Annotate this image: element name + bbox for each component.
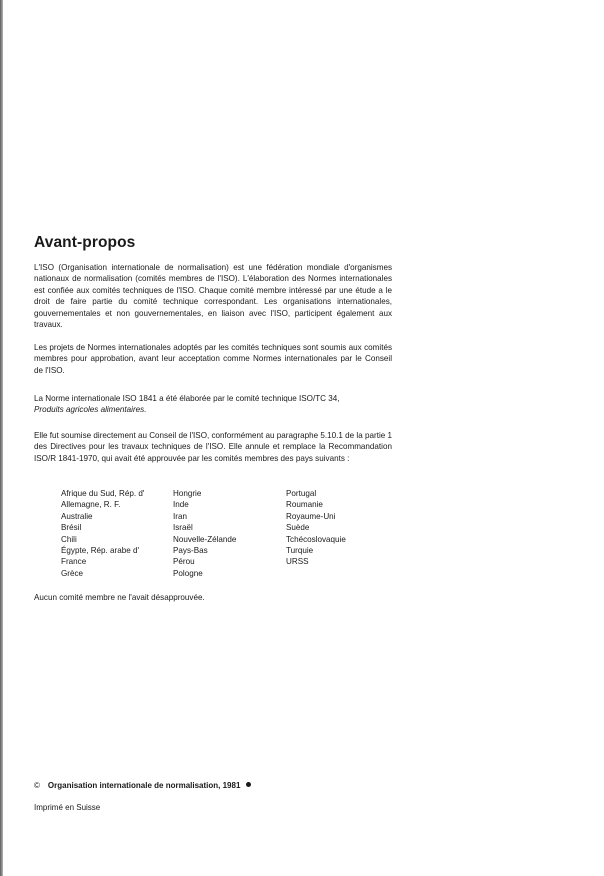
norm-text: La Norme internationale ISO 1841 a été élaborée par le comité technique ISO/TC 34, — [34, 394, 340, 403]
country-item: Pays-Bas — [173, 545, 208, 555]
country-item: Chili — [61, 534, 77, 544]
paragraph-norm-1841 — [34, 393, 392, 416]
printed-in-note: Imprimé en Suisse — [34, 803, 101, 812]
country-item: Grèce — [61, 568, 84, 578]
country-item: Turquie — [286, 545, 314, 555]
copyright-icon: © — [34, 781, 40, 790]
bullet-dot-icon — [246, 782, 251, 787]
paragraph-projects: Les projets de Normes internationales adoptés par les comités techniques sont soumis aux comités membres pour approbation, avant leur acceptation comme Normes internationales par le Conseil de l'ISO. — [34, 343, 392, 375]
countries-column-1 — [61, 488, 144, 579]
countries-column-3 — [286, 488, 346, 568]
page-edge-shadow — [0, 0, 3, 876]
country-item: France — [61, 557, 87, 567]
country-item: URSS — [286, 557, 309, 567]
country-item: Suède — [286, 523, 310, 533]
country-item: Pérou — [173, 557, 195, 567]
country-item: Allemagne, R. F. — [61, 500, 121, 510]
country-item: Portugal — [286, 489, 317, 498]
country-item: Tchécoslovaquie — [286, 534, 346, 544]
country-item: Iran — [173, 511, 187, 521]
country-item: Pologne — [173, 568, 203, 578]
country-item: Égypte, Rép. arabe d' — [61, 545, 140, 555]
copyright-text: Organisation internationale de normalisation, 1981 — [47, 781, 241, 790]
country-item: Roumanie — [286, 500, 323, 510]
country-item: Australie — [61, 511, 93, 521]
paragraph-closing: Aucun comité membre ne l'avait désapprouvée. — [34, 593, 205, 602]
norm-committee-title: Produits agricoles alimentaires. — [34, 405, 147, 415]
country-item: Israël — [173, 523, 193, 533]
copyright-line — [34, 781, 251, 790]
page-title: Avant-propos — [34, 234, 136, 251]
country-item: Inde — [173, 500, 189, 510]
country-item: Brésil — [61, 523, 82, 533]
countries-column-2 — [173, 488, 236, 579]
country-item: Afrique du Sud, Rép. d' — [61, 489, 145, 498]
paragraph-submission: Elle fut soumise directement au Conseil de l'ISO, conformément au paragraphe 5.10.1 de la partie 1 des Directives pour les travaux techniques de l'ISO. Elle annule et remplace la Recommandation ISO/R 1841-1970, qui avait été approuvée par les comités membres des pays suivants : — [34, 431, 392, 463]
country-item: Hongrie — [173, 489, 202, 498]
paragraph-iso-intro: L'ISO (Organisation internationale de normalisation) est une fédération mondiale d'organismes nationaux de normalisation (comités membres de l'ISO). L'élaboration des Normes internationales est confiée aux comités techniques de l'ISO. Chaque comité membre intéressé par une étude a le droit de faire partie du comité technique correspondant. Les organisations internationales, gouvernementales et non gouvernementales, en liaison avec l'ISO, participent également aux travaux. — [34, 263, 392, 330]
country-item: Nouvelle-Zélande — [173, 534, 237, 544]
country-item: Royaume-Uni — [286, 511, 336, 521]
